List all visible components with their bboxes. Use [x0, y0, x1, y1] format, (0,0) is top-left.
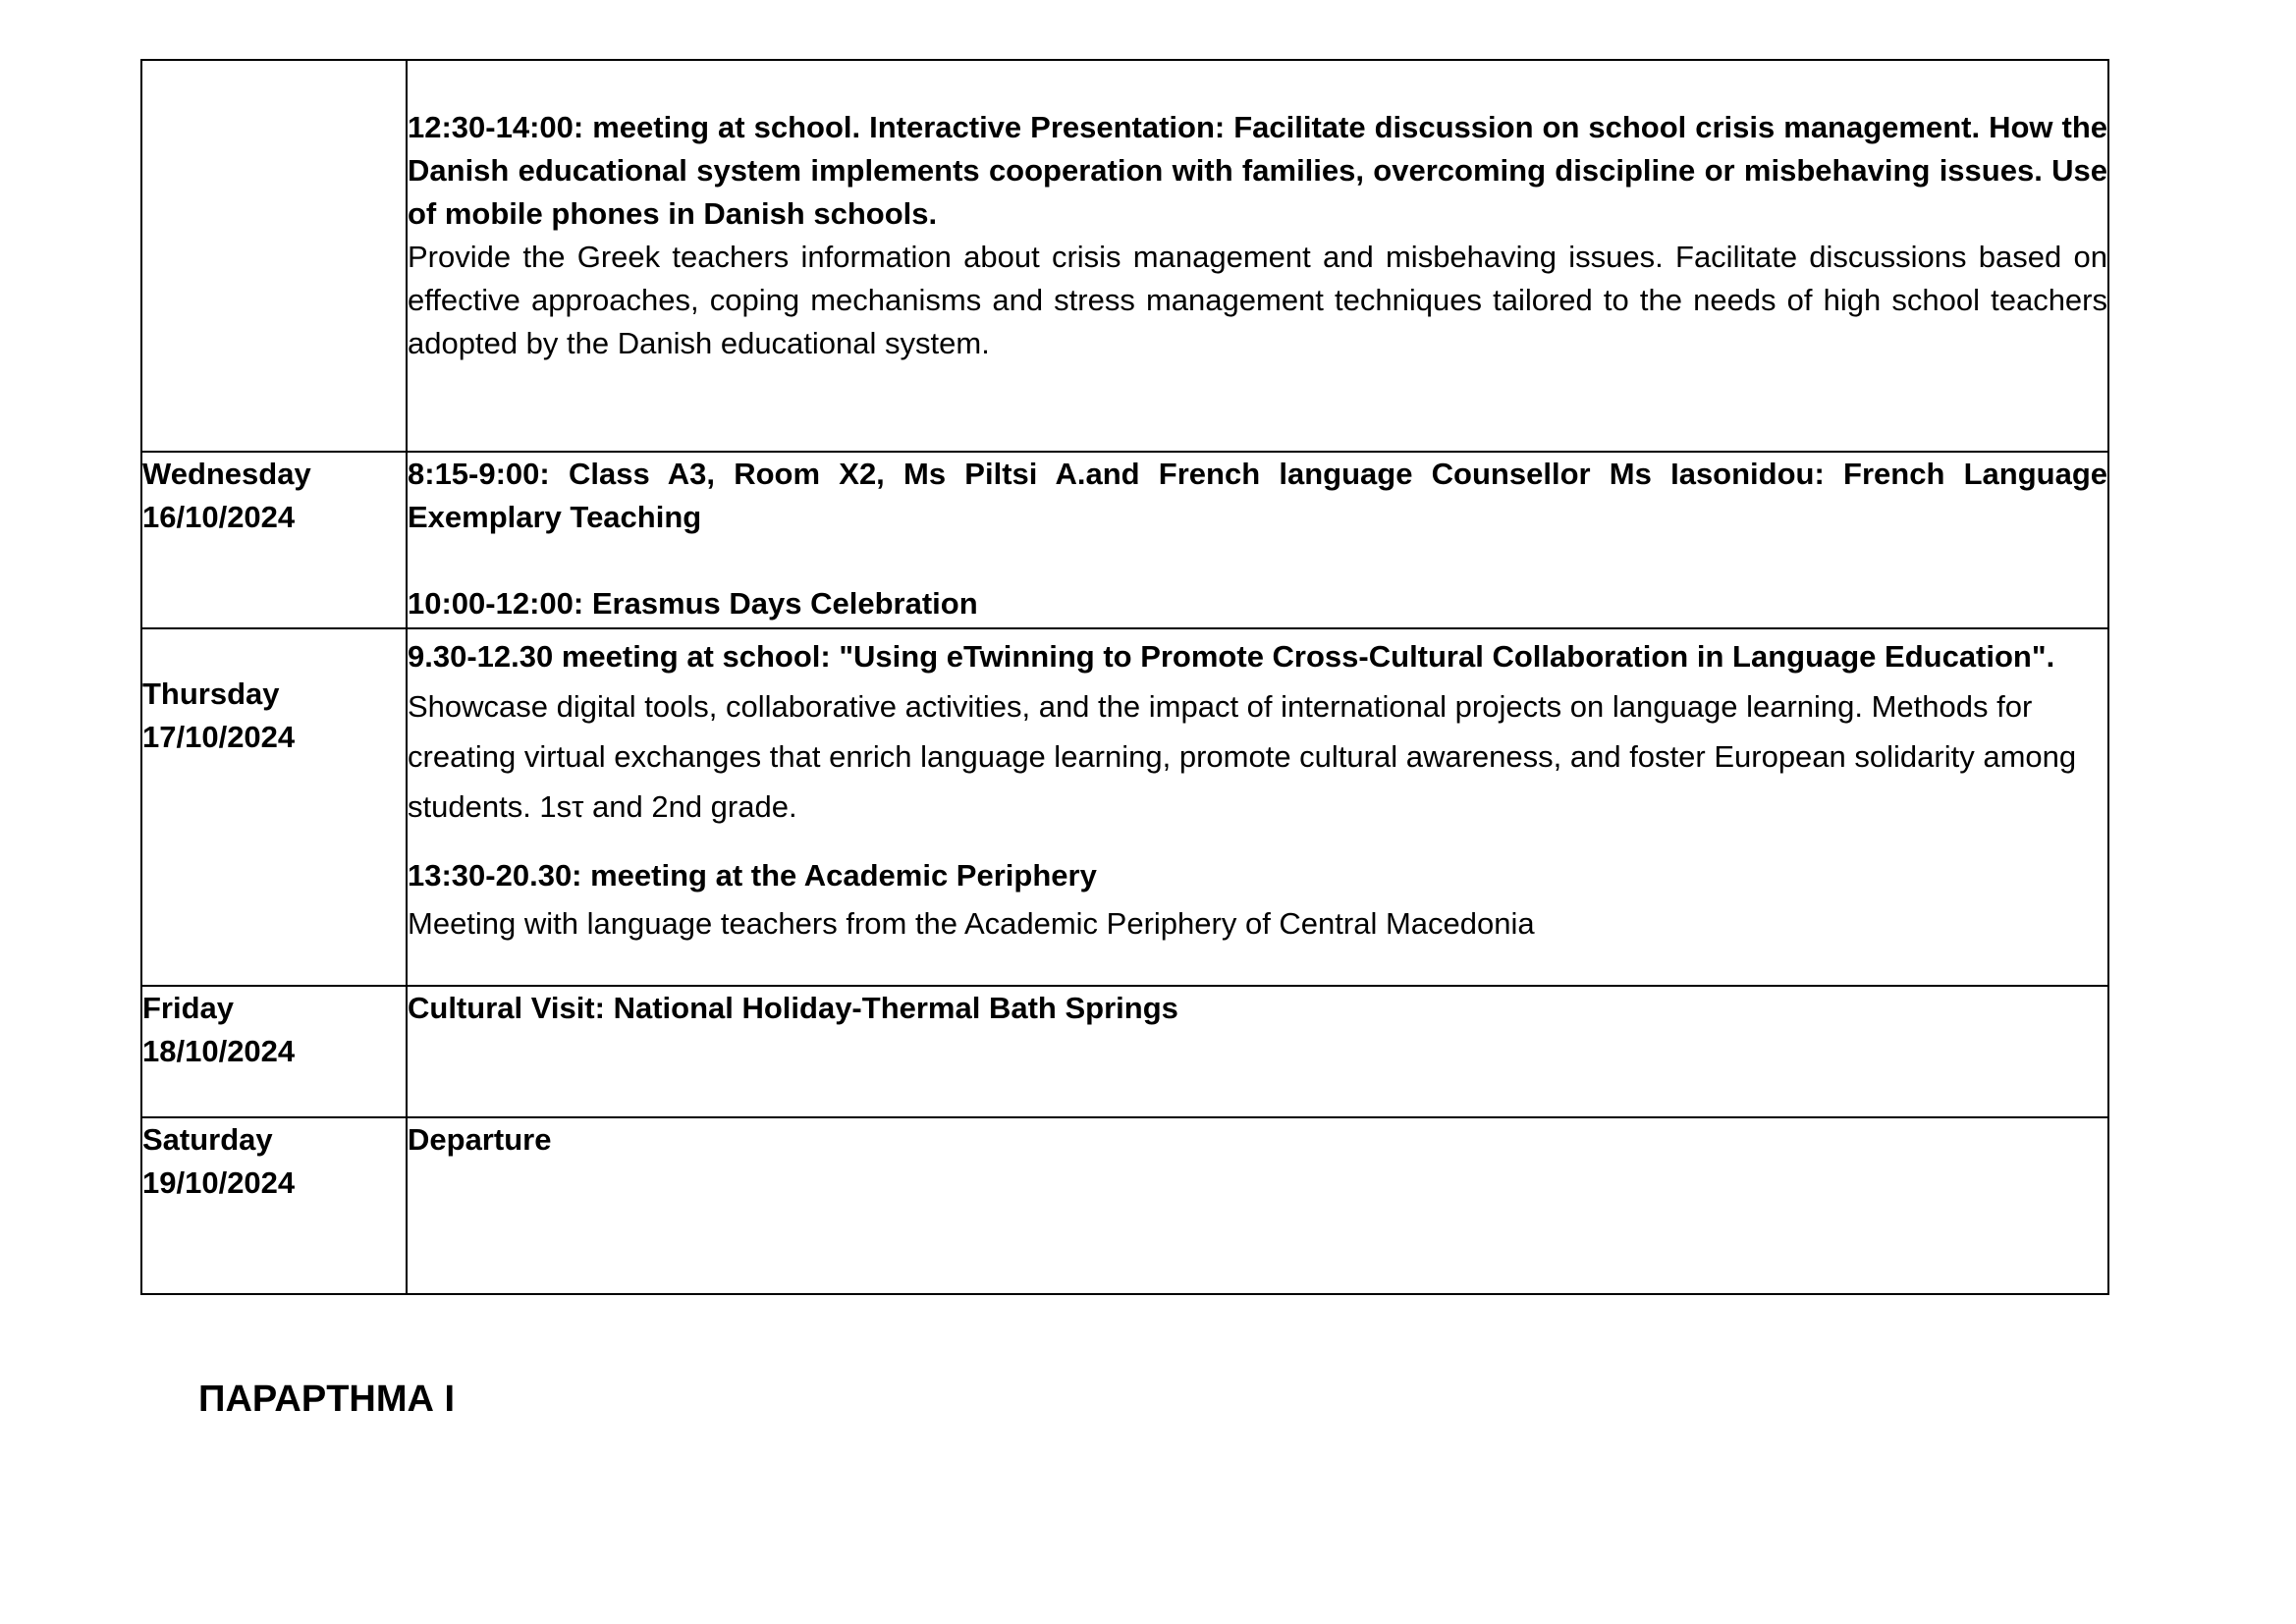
activity-description: Meeting with language teachers from the Academic Periphery of Central Macedonia — [408, 906, 1535, 941]
activity-heading: 13:30-20.30: meeting at the Academic Periphery — [408, 858, 1097, 893]
activity-cell — [407, 452, 2108, 628]
schedule-row — [141, 60, 2108, 452]
activity-description: Provide the Greek teachers information about crisis management and misbehaving issues. Facilitate discussions based on effective approaches, coping mechanisms and stress management techniques tailored to the needs of high school teachers adopted by the Danish educational system. — [408, 240, 2107, 360]
day-cell — [141, 628, 407, 986]
day-date: 19/10/2024 — [142, 1165, 296, 1200]
schedule-row — [141, 452, 2108, 628]
day-date: 16/10/2024 — [142, 500, 296, 534]
day-name: Thursday — [142, 677, 280, 711]
activity-heading: 10:00-12:00: Erasmus Days Celebration — [408, 586, 978, 621]
day-name: Wednesday — [142, 457, 311, 491]
day-name: Saturday — [142, 1122, 273, 1157]
activity-cell — [407, 60, 2108, 452]
activity-cell — [407, 628, 2108, 986]
day-date: 17/10/2024 — [142, 720, 296, 754]
schedule-row — [141, 628, 2108, 986]
activity-heading: 9.30-12.30 meeting at school: "Using eTwinning to Promote Cross-Cultural Collaboration in Language Education". — [408, 639, 2055, 674]
activity-heading: Cultural Visit: National Holiday-Thermal Bath Springs — [408, 991, 1178, 1025]
activity-heading: Departure — [408, 1122, 552, 1157]
day-cell — [141, 60, 407, 452]
schedule-row — [141, 986, 2108, 1117]
day-cell — [141, 986, 407, 1117]
day-cell — [141, 1117, 407, 1294]
activity-cell — [407, 1117, 2108, 1294]
day-name: Friday — [142, 991, 235, 1025]
activity-heading: 12:30-14:00: meeting at school. Interactive Presentation: Facilitate discussion on school crisis management. How the Danish educational system implements cooperation with families, overcoming discipline or misbehaving issues. Use of mobile phones in Danish schools. — [408, 110, 2107, 231]
annex-title: ΠΑΡΑΡΤΗΜΑ Ι — [198, 1379, 456, 1420]
activity-cell — [407, 986, 2108, 1117]
activity-block — [408, 631, 2107, 832]
activity-heading: 8:15-9:00: Class A3, Room X2, Ms Piltsi A.and French language Counsellor Ms Iasonidou: French Language Exemplary Teaching — [408, 457, 2107, 534]
day-cell — [141, 452, 407, 628]
day-date: 18/10/2024 — [142, 1034, 296, 1068]
schedule-row — [141, 1117, 2108, 1294]
schedule-table — [140, 59, 2109, 1295]
activity-description: Showcase digital tools, collaborative activities, and the impact of international projects on language learning. Methods for creating virtual exchanges that enrich language learning, promote cultural awareness, and foster European solidarity among students. 1sτ and 2nd grade. — [408, 689, 2077, 824]
